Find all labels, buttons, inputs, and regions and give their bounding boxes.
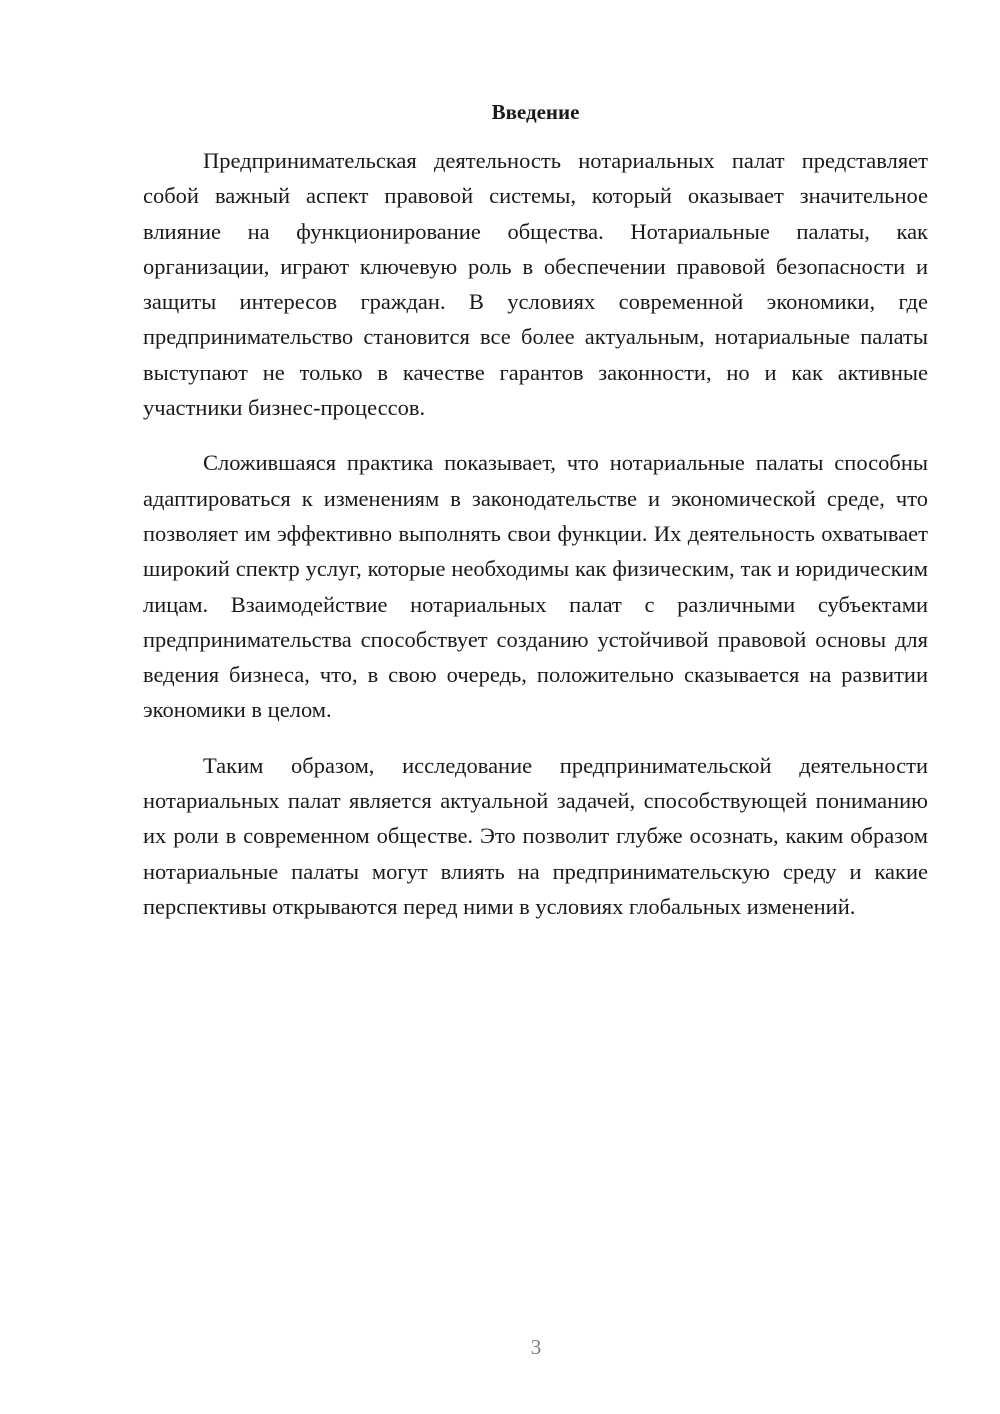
page-number: 3 <box>530 1335 542 1359</box>
paragraph-3: Таким образом, исследование предпринимательской деятельности нотариальных палат является актуальной задачей, способствующей пониманию их роли в современном обществе. Это позволит глубже осознать, каким образом нотариальные палаты могут влиять на предпринимательскую среду и какие перспективы открываются перед ними в условиях глобальных изменений. <box>143 752 928 919</box>
section-heading: Введение <box>491 100 580 124</box>
paragraph-1: Предпринимательская деятельность нотариальных палат представляет собой важный аспект правовой системы, который оказывает значительное влияние на функционирование общества. Нотариальные палаты, как организации, играют ключевую роль в обеспечении правовой безопасности и защиты интересов граждан. В условиях современной экономики, где предпринимательство становится все более актуальным, нотариальные палаты выступают не только в качестве гарантов законности, но и как активные участники бизнес-процессов. <box>143 148 928 421</box>
paragraph-2: Сложившаяся практика показывает, что нотариальные палаты способны адаптироваться к изменениям в законодательстве и экономической среде, что позволяет им эффективно выполнять свои функции. Их деятельность охватывает широкий спектр услуг, которые необходимы как физическим, так и юридическим лицам. Взаимодействие нотариальных палат с различными субъектами предпринимательства способствует созданию устойчивой правовой основы для ведения бизнеса, что, в свою очередь, положительно сказывается на развитии экономики в целом. <box>143 450 928 723</box>
body-text <box>143 143 928 944</box>
